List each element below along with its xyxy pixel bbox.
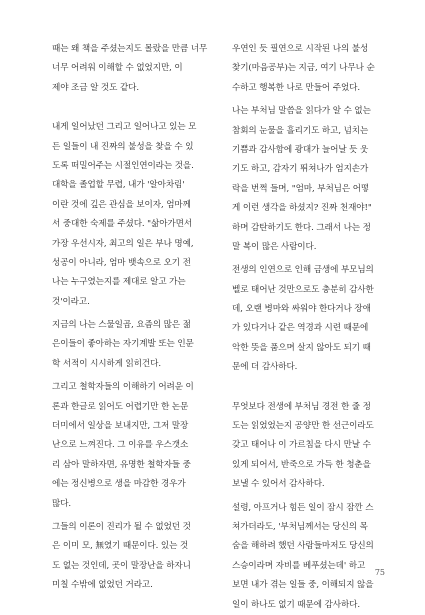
text-line: 스승이라며 자비를 베푸셨는데' 하고 <box>232 560 366 571</box>
text-line: 대학을 졸업할 무렵, 내가 '알아차림' <box>52 180 185 191</box>
text-line: 수하고 행복한 나로 만들어 주었다. <box>232 82 360 93</box>
text-line: 숨을 해하려 했던 사람들마저도 당신의 <box>232 541 374 552</box>
text-line: 도 없는 것인데, 곳이 말장난을 하자니 <box>52 560 191 571</box>
text-line: 에는 정신병으로 생을 마감한 경우가 <box>52 479 186 490</box>
text-line: 참회의 눈물을 흘리기도 하고, 넘치는 <box>232 125 369 136</box>
paragraph <box>232 102 406 257</box>
text-line: 많다. <box>52 498 72 509</box>
text-line: 락을 번쩍 들며, "엄마, 부처님은 어떻 <box>232 183 370 194</box>
text-line: 가 있다거나 같은 역경과 시련 때문에 <box>232 323 369 334</box>
text-line: 더미에서 일상을 보내지만, 그저 말장 <box>52 421 189 432</box>
text-line: 도록 떠밀어주는 시절인연이라는 것을. <box>52 160 194 171</box>
text-line: 벨로 태어난 것만으로도 충분히 감사한 <box>232 284 374 295</box>
text-line: 것'이라고. <box>52 296 90 307</box>
text-line: 내게 일어났던 그리고 일어나고 있는 모 <box>52 122 197 133</box>
text-line: 무엇보다 전생에 부처님 경전 한 줄 정 <box>232 401 371 412</box>
text-line: 보면 내가 겪는 일들 중, 이해되지 않을 <box>232 580 374 591</box>
left-column <box>52 40 226 596</box>
right-column <box>232 40 406 615</box>
text-line: 악한 뜻을 품으며 살지 않아도 되기 때 <box>232 342 371 353</box>
page-number: 75 <box>374 568 385 577</box>
text-line: 기도 하고, 감자기 뛰쳐나가 엄지손가 <box>232 164 369 175</box>
text-line: 리 삼아 말하자면, 유명한 철학자들 중 <box>52 459 191 470</box>
paragraph <box>52 378 226 514</box>
text-line: 그리고 철학자들의 이해하기 어려운 이 <box>52 382 194 393</box>
text-line: 전생의 인연으로 인해 금생에 부모님의 <box>232 265 374 276</box>
text-line: 찾기(마음공부)는 지금, 여기 나무나 순 <box>232 63 375 74</box>
text-line: 미칠 수밖에 없었던 거라고. <box>52 580 153 591</box>
text-line: 은 이미 모, 無였기 때문이다. 있는 것 <box>52 541 189 552</box>
text-line: 지금의 나는 스물일곱, 요즘의 많은 젊 <box>52 320 191 331</box>
text-line: 론과 한글로 읽어도 어렵기만 한 논문 <box>52 401 189 412</box>
text-line: 학 서적이 시시하게 읽히건다. <box>52 358 161 369</box>
paragraph <box>232 261 406 377</box>
text-line: 나는 부처님 말씀을 읽다가 알 수 없는 <box>232 106 371 117</box>
paragraph <box>52 40 226 98</box>
text-line: 성공이 아니라, 엄마 뱃속으로 오기 전 <box>52 257 191 268</box>
paragraph <box>232 499 406 615</box>
text-line: 문에 더 감사하다. <box>232 362 298 373</box>
paragraph <box>52 518 226 596</box>
text-line: 있게 되어서, 반죽으로 가득 한 청춘을 <box>232 459 371 470</box>
paragraph <box>232 40 406 98</box>
text-line: 쳐가더라도, '부처님께서는 당신의 목 <box>232 521 368 532</box>
text-line: 그들의 이론이 진리가 될 수 없었던 것 <box>52 521 191 532</box>
text-line: 은이들이 좋아하는 자기계발 또는 인문 <box>52 339 194 350</box>
text-line: 기쁨과 감사함에 광대가 늘어날 듯 웃 <box>232 144 369 155</box>
text-line: 때는 왜 책을 주셨는지도 몰랐을 만큼 너무 <box>52 44 208 54</box>
paragraph-gap <box>52 98 226 118</box>
text-line: 너무 어려워 이해할 수 없었지만, 이 <box>52 63 183 74</box>
text-line: 우연인 듯 필연으로 시작된 나의 불성 <box>232 44 369 54</box>
text-line: 가장 우선시자, 최고의 일은 부나 명예, <box>52 238 194 249</box>
text-line: 나는 누구였는지를 제대로 알고 가는 <box>52 277 186 288</box>
text-line: 말 복이 많은 사람이다. <box>232 241 317 252</box>
text-line: 서 중대한 숙제를 주셨다. "삶아가면서 <box>52 219 193 230</box>
text-line: 설령, 아프거나 힘든 일이 잠시 잠깐 스 <box>232 502 374 513</box>
paragraph <box>52 316 226 374</box>
paragraph-gap <box>232 378 406 398</box>
text-line: 제야 조금 알 것도 같다. <box>52 82 139 93</box>
text-line: 도는 읽었었는지 공양만 한 선근이라도 <box>232 421 374 432</box>
paragraph <box>52 118 226 312</box>
text-line: 난으로 느껴진다. 그 이유를 우스갯소 <box>52 440 189 451</box>
text-line: 일이 하나도 없기 때문에 감사하다. <box>232 599 360 610</box>
text-line: 데, 오랜 병마와 싸워야 한다거나 장애 <box>232 304 371 315</box>
text-line: 게 이런 생각을 하셨지? 진짜 천재야!" <box>232 203 372 214</box>
text-line: 이란 것에 깊은 관심을 보이자, 엄마께 <box>52 199 191 210</box>
text-line: 하며 감탄하기도 한다. 그래서 나는 정 <box>232 222 371 233</box>
text-line: 갖고 태어나 이 가르침을 다시 만날 수 <box>232 440 371 451</box>
paragraph <box>232 398 406 495</box>
text-line: 든 일들이 내 진짜의 불성을 찾을 수 있 <box>52 141 194 152</box>
text-line: 보낼 수 있어서 감사하다. <box>232 479 325 490</box>
